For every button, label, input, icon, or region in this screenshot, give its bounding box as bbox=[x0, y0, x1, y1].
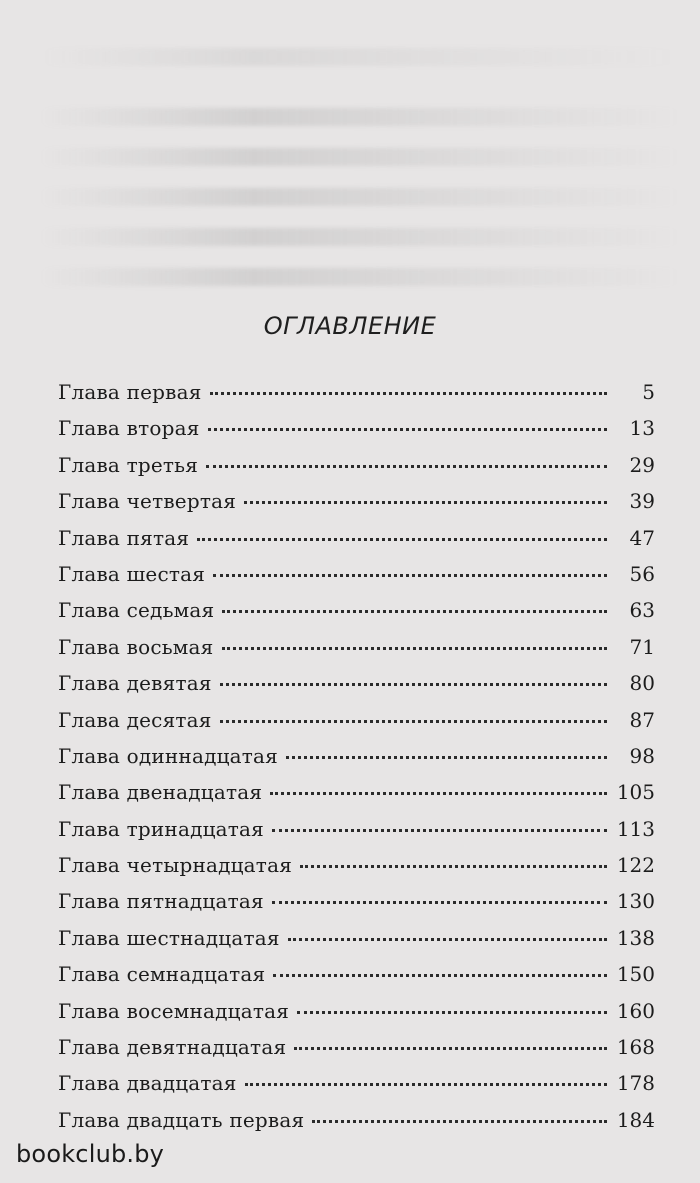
toc-row[interactable] bbox=[58, 1102, 655, 1138]
toc-title: Глава двадцатая bbox=[58, 1071, 237, 1096]
toc-page-number: 98 bbox=[629, 743, 655, 768]
toc-page-number: 39 bbox=[629, 489, 655, 514]
toc-leader bbox=[294, 1047, 607, 1050]
toc-leader bbox=[220, 720, 607, 723]
toc-page-number: 71 bbox=[629, 634, 655, 659]
toc-page-number: 5 bbox=[642, 380, 655, 404]
toc-page-number: 56 bbox=[629, 561, 655, 586]
toc-leader bbox=[273, 974, 606, 977]
toc-leader bbox=[312, 1120, 607, 1123]
toc-title: Глава семнадцатая bbox=[58, 962, 266, 987]
toc-row[interactable] bbox=[58, 993, 655, 1029]
toc-title: Глава пятая bbox=[58, 525, 190, 550]
toc-page-number: 130 bbox=[616, 889, 655, 914]
toc-row[interactable] bbox=[58, 483, 655, 519]
toc-page-number: 13 bbox=[629, 416, 655, 441]
toc-leader bbox=[288, 938, 607, 941]
toc-row[interactable] bbox=[58, 847, 655, 883]
toc-leader bbox=[286, 756, 607, 759]
toc-row[interactable] bbox=[58, 665, 655, 701]
toc-leader bbox=[208, 428, 607, 431]
toc-row[interactable] bbox=[58, 1029, 655, 1065]
toc-page-number: 80 bbox=[629, 671, 655, 696]
toc-title: Глава девятая bbox=[58, 671, 212, 696]
background-bleedthrough bbox=[40, 148, 680, 166]
toc-leader bbox=[272, 829, 607, 832]
toc-leader bbox=[220, 683, 607, 686]
background-bleedthrough bbox=[40, 268, 680, 286]
toc-row[interactable] bbox=[58, 811, 655, 847]
toc-page-number: 168 bbox=[616, 1035, 655, 1060]
toc-title: Глава двадцать первая bbox=[58, 1107, 305, 1132]
toc-row[interactable] bbox=[58, 447, 655, 483]
toc-row[interactable] bbox=[58, 920, 655, 956]
toc-title: Глава одиннадцатая bbox=[58, 743, 278, 768]
toc-leader bbox=[197, 538, 607, 541]
toc-leader bbox=[222, 647, 607, 650]
toc-row[interactable] bbox=[58, 520, 655, 556]
toc-page-number: 29 bbox=[629, 452, 655, 477]
toc-title: Глава шестая bbox=[58, 561, 206, 586]
toc-page-number: 184 bbox=[616, 1107, 655, 1132]
toc-leader bbox=[222, 610, 607, 613]
toc-page-number: 160 bbox=[616, 998, 655, 1023]
toc-leader bbox=[272, 901, 607, 904]
toc-leader bbox=[213, 574, 607, 577]
table-of-contents bbox=[58, 374, 655, 1138]
toc-title: Глава восьмая bbox=[58, 634, 214, 659]
toc-row[interactable] bbox=[58, 1065, 655, 1101]
toc-leader bbox=[300, 865, 607, 868]
toc-leader bbox=[210, 392, 607, 395]
toc-row[interactable] bbox=[58, 556, 655, 592]
toc-leader bbox=[245, 1083, 607, 1086]
toc-page-number: 122 bbox=[616, 853, 655, 878]
toc-page-number: 87 bbox=[629, 707, 655, 732]
toc-row[interactable] bbox=[58, 374, 655, 410]
toc-heading: ОГЛАВЛЕНИЕ bbox=[263, 312, 437, 340]
toc-title: Глава третья bbox=[58, 452, 199, 477]
toc-row[interactable] bbox=[58, 592, 655, 628]
background-bleedthrough bbox=[40, 228, 680, 246]
toc-row[interactable] bbox=[58, 629, 655, 665]
toc-row[interactable] bbox=[58, 774, 655, 810]
toc-title: Глава седьмая bbox=[58, 598, 215, 623]
background-bleedthrough bbox=[40, 48, 680, 66]
toc-title: Глава пятнадцатая bbox=[58, 889, 264, 914]
toc-page-number: 150 bbox=[616, 962, 655, 987]
toc-title: Глава вторая bbox=[58, 416, 200, 441]
toc-leader bbox=[206, 465, 607, 468]
background-bleedthrough bbox=[40, 188, 680, 206]
toc-row[interactable] bbox=[58, 883, 655, 919]
toc-title: Глава первая bbox=[58, 380, 202, 404]
toc-leader bbox=[244, 501, 607, 504]
toc-row[interactable] bbox=[58, 410, 655, 446]
toc-row[interactable] bbox=[58, 702, 655, 738]
toc-leader bbox=[270, 792, 607, 795]
toc-page-number: 63 bbox=[629, 598, 655, 623]
watermark-logo: bookclub.by bbox=[16, 1140, 165, 1168]
toc-page-number: 47 bbox=[629, 525, 655, 550]
toc-row[interactable] bbox=[58, 956, 655, 992]
toc-row[interactable] bbox=[58, 738, 655, 774]
toc-page-number: 138 bbox=[616, 925, 655, 950]
toc-leader bbox=[297, 1011, 607, 1014]
toc-title: Глава десятая bbox=[58, 707, 212, 732]
toc-title: Глава двенадцатая bbox=[58, 780, 263, 805]
toc-title: Глава тринадцатая bbox=[58, 816, 264, 841]
toc-page-number: 113 bbox=[616, 816, 655, 841]
toc-page-number: 105 bbox=[616, 780, 655, 805]
toc-title: Глава шестнадцатая bbox=[58, 925, 280, 950]
toc-page-number: 178 bbox=[616, 1071, 655, 1096]
toc-title: Глава четвертая bbox=[58, 489, 237, 514]
background-bleedthrough bbox=[40, 108, 680, 126]
toc-title: Глава восемнадцатая bbox=[58, 998, 290, 1023]
toc-title: Глава девятнадцатая bbox=[58, 1035, 287, 1060]
toc-title: Глава четырнадцатая bbox=[58, 853, 293, 878]
